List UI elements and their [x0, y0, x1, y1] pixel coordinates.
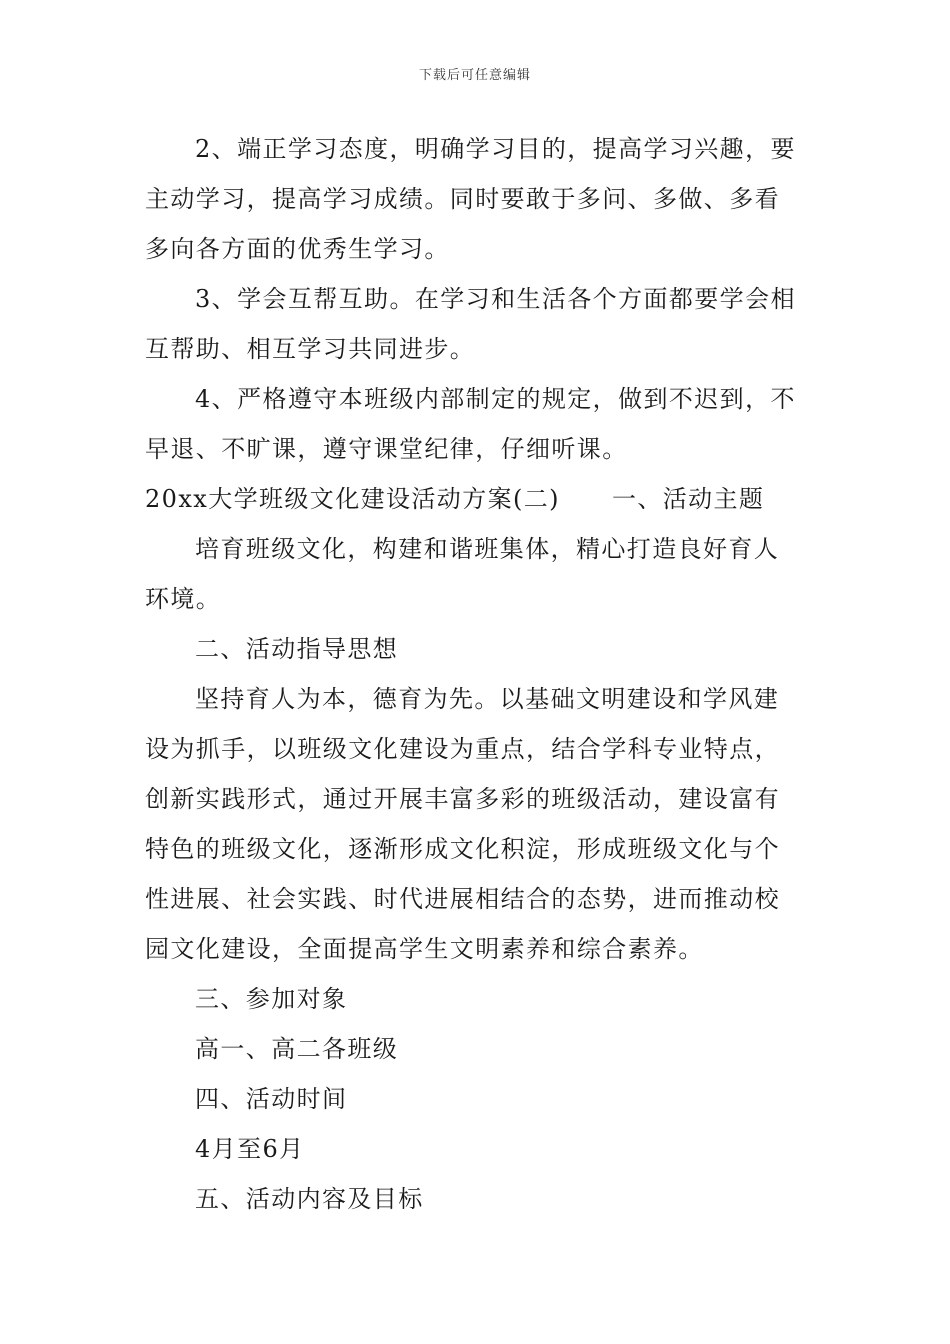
paragraph-line: 创新实践形式，通过开展丰富多彩的班级活动，建设富有 — [145, 785, 780, 813]
document-body — [145, 124, 807, 1224]
paragraph-line: 3、学会互帮互助。在学习和生活各个方面都要学会相 — [195, 285, 796, 313]
page-header: 下载后可任意编辑 — [418, 68, 531, 83]
paragraph-line: 多向各方面的优秀生学习。 — [145, 235, 450, 263]
section-heading: 二、活动指导思想 — [195, 635, 399, 663]
paragraph-line: 4月至6月 — [195, 1135, 305, 1163]
section-heading: 一、活动主题 — [611, 485, 765, 513]
paragraph-line: 高一、高二各班级 — [195, 1035, 399, 1063]
paragraph-line: 园文化建设，全面提高学生文明素养和综合素养。 — [145, 935, 704, 963]
paragraph-line: 培育班级文化，构建和谐班集体，精心打造良好育人 — [195, 535, 780, 563]
paragraph-line: 2、端正学习态度，明确学习目的，提高学习兴趣，要 — [195, 135, 796, 163]
paragraph-line: 特色的班级文化，逐渐形成文化积淀，形成班级文化与个 — [145, 835, 780, 863]
section-heading: 三、参加对象 — [195, 985, 348, 1013]
paragraph-line: 环境。 — [145, 585, 222, 613]
paragraph-line: 性进展、社会实践、时代进展相结合的态势，进而推动校 — [145, 885, 780, 913]
paragraph-line: 互帮助、相互学习共同进步。 — [145, 335, 476, 363]
section-heading: 五、活动内容及目标 — [195, 1185, 424, 1213]
section-heading: 四、活动时间 — [195, 1085, 348, 1113]
paragraph-line: 早退、不旷课，遵守课堂纪律，仔细听课。 — [145, 435, 628, 463]
document-title: 20xx大学班级文化建设活动方案(二) — [145, 485, 560, 513]
section-title-line — [145, 474, 807, 524]
paragraph-line: 4、严格遵守本班级内部制定的规定，做到不迟到，不 — [195, 385, 796, 413]
paragraph-line: 设为抓手，以班级文化建设为重点，结合学科专业特点， — [145, 735, 780, 763]
paragraph-line: 坚持育人为本，德育为先。以基础文明建设和学风建 — [195, 685, 780, 713]
paragraph-line: 主动学习，提高学习成绩。同时要敢于多问、多做、多看 — [145, 185, 780, 213]
